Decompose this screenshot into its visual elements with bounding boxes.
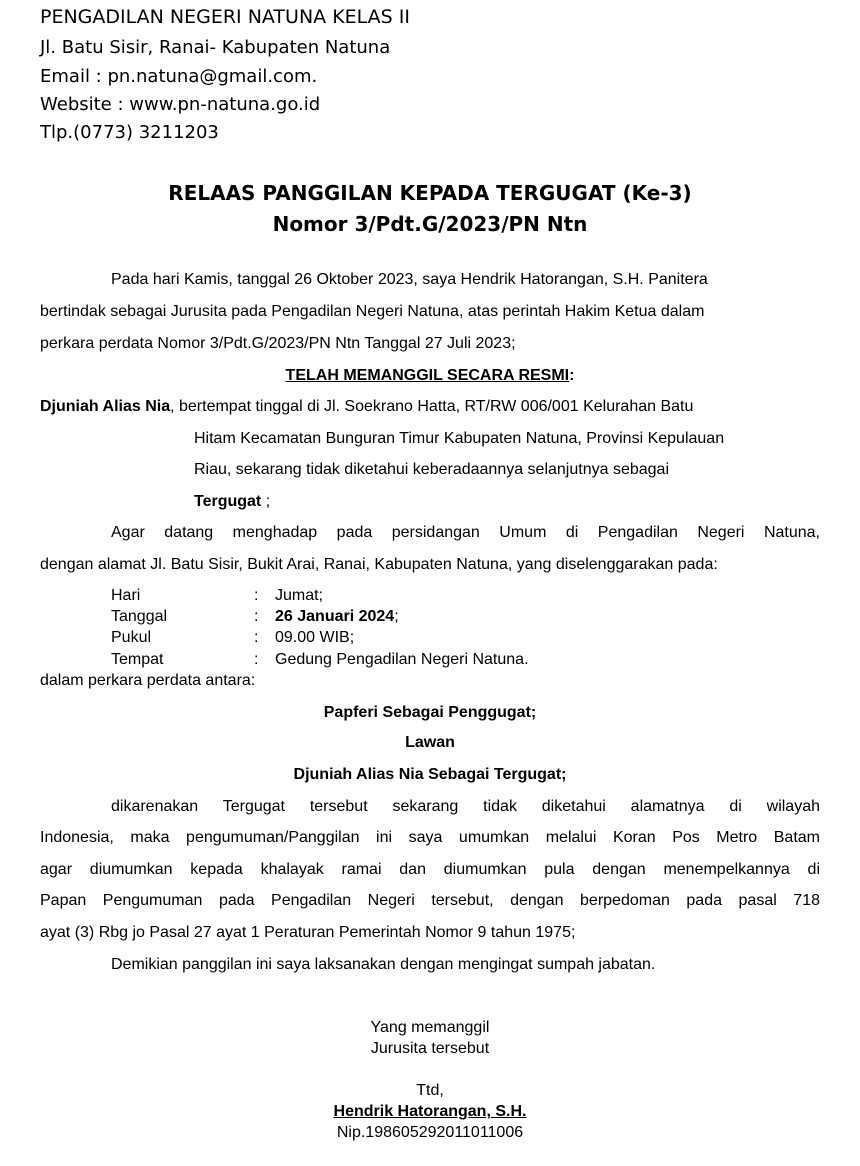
- signatory-nip: Nip.198605292011011006: [336, 1124, 524, 1141]
- schedule-label: Hari: [111, 587, 141, 604]
- schedule-colon: :: [254, 587, 259, 604]
- closing-statement: Demikian panggilan ini saya laksanakan dengan mengingat sumpah jabatan.: [111, 956, 656, 973]
- defendant-line-4: [194, 492, 270, 511]
- attend-line-2: dengan alamat Jl. Batu Sisir, Bukit Arai, Ranai, Kabupaten Natuna, yang diselenggarakan pada:: [40, 556, 718, 573]
- defendant-role-suffix: ;: [261, 493, 271, 510]
- defendant-line-1: [40, 397, 693, 416]
- attend-line-1: Agar datang menghadap pada persidangan Umum di Pengadilan Negeri Natuna,: [111, 524, 820, 541]
- court-website: Website : www.pn-natuna.go.id: [40, 94, 321, 115]
- court-address: Jl. Batu Sisir, Ranai- Kabupaten Natuna: [40, 37, 391, 58]
- defendant-party-line: Djuniah Alias Nia Sebagai Tergugat;: [293, 766, 567, 783]
- summons-heading-colon: :: [569, 367, 575, 384]
- schedule-colon: :: [254, 629, 259, 646]
- schedule-date-suffix: ;: [394, 608, 399, 625]
- intro-line-3: perkara perdata Nomor 3/Pdt.G/2023/PN Ntn Tanggal 27 Juli 2023;: [40, 335, 516, 352]
- defendant-line-3: Riau, sekarang tidak diketahui keberadaannya selanjutnya sebagai: [194, 461, 669, 478]
- intro-line-2: bertindak sebagai Jurusita pada Pengadilan Negeri Natuna, atas perintah Hakim Ketua dalam: [40, 303, 705, 320]
- schedule-label: Tanggal: [111, 608, 168, 625]
- signature-caption-1: Yang memanggil: [370, 1019, 490, 1036]
- signatory-name: Hendrik Hatorangan, S.H.: [333, 1103, 527, 1120]
- court-phone: Tlp.(0773) 3211203: [40, 122, 219, 143]
- intro-line-1: Pada hari Kamis, tanggal 26 Oktober 2023, saya Hendrik Hatorangan, S.H. Panitera: [111, 271, 708, 288]
- defendant-name: Djuniah Alias Nia: [40, 398, 171, 415]
- schedule-colon: :: [254, 651, 259, 668]
- case-number-title: Nomor 3/Pdt.G/2023/PN Ntn: [272, 212, 588, 236]
- summons-heading: [0, 366, 860, 385]
- document-title: RELAAS PANGGILAN KEPADA TERGUGAT (Ke-3): [168, 181, 692, 205]
- signature-ttd: Ttd,: [416, 1082, 444, 1099]
- versus-line: Lawan: [405, 734, 455, 751]
- court-name: PENGADILAN NEGERI NATUNA KELAS II: [40, 6, 410, 28]
- signature-caption-2: Jurusita tersebut: [370, 1040, 490, 1057]
- plaintiff-line: Papferi Sebagai Penggugat;: [323, 704, 537, 721]
- schedule-value: 09.00 WIB;: [275, 629, 355, 646]
- reason-line-1: dikarenakan Tergugat tersebut sekarang tidak diketahui alamatnya di wilayah: [111, 798, 820, 815]
- summons-heading-text: TELAH MEMANGGIL SECARA RESMI: [285, 367, 570, 384]
- reason-line-5: ayat (3) Rbg jo Pasal 27 ayat 1 Peraturan Pemerintah Nomor 9 tahun 1975;: [40, 924, 576, 941]
- defendant-role: Tergugat: [194, 493, 262, 510]
- reason-line-2: Indonesia, maka pengumuman/Panggilan ini saya umumkan melalui Koran Pos Metro Batam: [40, 829, 820, 846]
- parties-intro: dalam perkara perdata antara:: [40, 672, 256, 689]
- schedule-label: Pukul: [111, 629, 152, 646]
- schedule-value: [275, 607, 399, 626]
- schedule-value: Gedung Pengadilan Negeri Natuna.: [275, 651, 529, 668]
- court-email: Email : pn.natuna@gmail.com.: [40, 66, 318, 87]
- reason-line-3: agar diumumkan kepada khalayak ramai dan diumumkan pula dengan menempelkannya di: [40, 861, 820, 878]
- defendant-address-start: , bertempat tinggal di Jl. Soekrano Hatta, RT/RW 006/001 Kelurahan Batu: [170, 398, 694, 415]
- schedule-value: Jumat;: [275, 587, 324, 604]
- reason-line-4: Papan Pengumuman pada Pengadilan Negeri tersebut, dengan berpedoman pada pasal 718: [40, 892, 820, 909]
- defendant-line-2: Hitam Kecamatan Bunguran Timur Kabupaten Natuna, Provinsi Kepulauan: [194, 430, 725, 447]
- schedule-label: Tempat: [111, 651, 164, 668]
- schedule-date-value: 26 Januari 2024: [275, 608, 395, 625]
- schedule-colon: :: [254, 608, 259, 625]
